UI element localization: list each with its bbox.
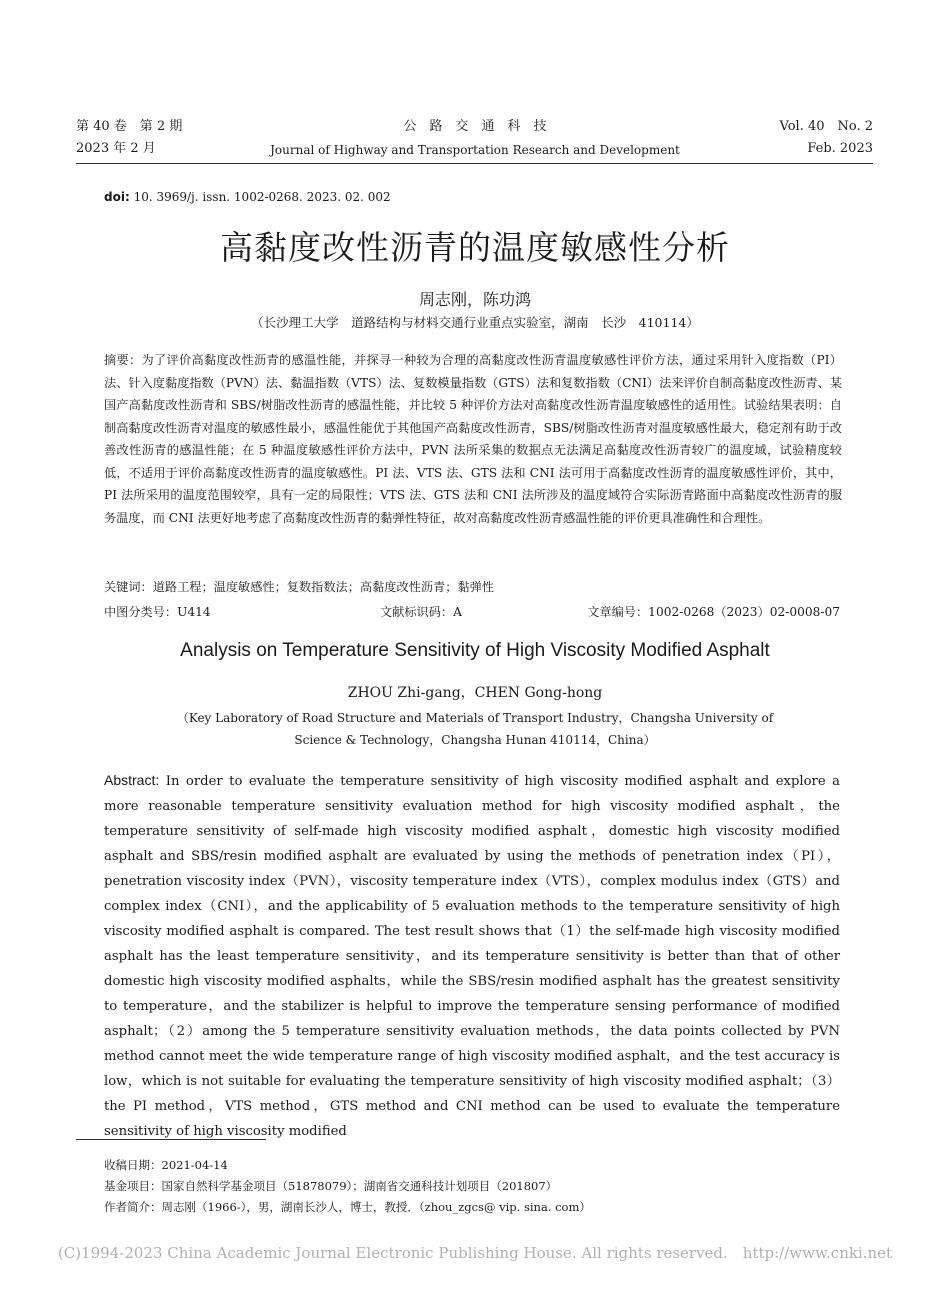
keywords-cn: 关键词：道路工程；温度敏感性；复数指数法；高黏度改性沥青；黏弹性 bbox=[104, 580, 494, 594]
header-journal-en: Journal of Highway and Transportation Research and Development bbox=[270, 143, 680, 157]
abstract-en-label: Abstract: bbox=[104, 772, 160, 788]
doi-value[interactable]: 10. 3969/j. issn. 1002-0268. 2023. 02. 002 bbox=[133, 190, 391, 204]
authors-en: ZHOU Zhi-gang，CHEN Gong-hong bbox=[347, 685, 603, 701]
page-title: 高黏度改性沥青的温度敏感性分析 bbox=[220, 228, 730, 267]
affiliation-en-line-1: （Key Laboratory of Road Structure and Materials of Transport Industry，Changsha University of bbox=[176, 711, 774, 725]
document-code: 文献标识码：A bbox=[380, 605, 462, 619]
abstract-cn-text: 摘要：为了评价高黏度改性沥青的感温性能，并探寻一种较为合理的高黏度改性沥青温度敏感性评价方法，通过采用针入度指数（PI）法、针入度黏度指数（PVN）法、黏温指数（VTS）法、复数模量指数（GTS）法和复数指数（CNI）法来评价自制高黏度改性沥青、某国产高黏度改性沥青和 SBS/树脂改性沥青的感温性能，并比较 5 种评价方法对高黏度改性沥青温度敏感性的适用性。试验结果表明：自制高黏度改性沥青对温度的敏感性最小，感温性能优于其他国产高黏度改性沥青，SBS/树脂改性沥青对温度敏感性最大，稳定剂有助于改善改性沥青的感温性能；在 5 种温度敏感性评价方法中，PVN 法所采集的数据点无法满足高黏度改性沥青较广的温度域，试验精度较低，不适用于评价高黏度改性沥青的温度敏感性。PI 法、VTS 法、GTS 法和 CNI 法可用于高黏度改性沥青的温度敏感性评价，其中，PI 法所采用的温度范围较窄，具有一定的局限性；VTS 法、GTS 法和 CNI 法所涉及的温度域符合实际沥青路面中高黏度改性沥青的服务温度，而 CNI 法更好地考虑了高黏度改性沥青的黏弹性特征，故对高黏度改性沥青感温性能的评价更具准确性和合理性。 bbox=[104, 353, 842, 525]
header-date-en: Feb. 2023 bbox=[807, 141, 873, 156]
affiliation-cn: （长沙理工大学 道路结构与材料交通行业重点实验室，湖南 长沙 410114） bbox=[251, 315, 699, 330]
abstract-en bbox=[104, 768, 840, 1144]
abstract-en-text: In order to evaluate the temperature sensitivity of high viscosity modified asphalt and explore a more reasonable temperature sensitivity evaluation method for high viscosity modified asphalt，the temperature sensitivity of self-made high viscosity modified asphalt，domestic high viscosity modified asphalt and SBS/resin modified asphalt are evaluated by using the methods of penetration index（PI），penetration viscosity index（PVN），viscosity temperature index（VTS），complex modulus index（GTS）and complex index（CNI），and the applicability of 5 evaluation methods to the temperature sensitivity of high viscosity modified asphalt is compared. The test result shows that（1）the self-made high viscosity modified asphalt has the least temperature sensitivity，and its temperature sensitivity is better than that of other domestic high viscosity modified asphalts，while the SBS/resin modified asphalt has the greatest sensitivity to temperature，and the stabilizer is helpful to improve the temperature sensing performance of modified asphalt；（2）among the 5 temperature sensitivity evaluation methods，the data points collected by PVN method cannot meet the wide temperature range of high viscosity modified asphalt，and the test accuracy is low，which is not suitable for evaluating the temperature sensitivity of high viscosity modified asphalt；（3）the PI method，VTS method，GTS method and CNI method can be used to evaluate the temperature sensitivity of high viscosity modified bbox=[104, 774, 840, 1139]
doi-line bbox=[104, 190, 391, 204]
authors-cn: 周志刚，陈功鸿 bbox=[418, 290, 531, 309]
header-volume-issue: 第 40 卷 第 2 期 bbox=[76, 119, 183, 134]
english-title: Analysis on Temperature Sensitivity of High Viscosity Modified Asphalt bbox=[180, 640, 770, 661]
doi-label: doi: bbox=[104, 190, 130, 204]
header-vol-no: Vol. 40 No. 2 bbox=[779, 119, 873, 134]
header-rule bbox=[76, 163, 873, 164]
affiliation-en-line-2: Science & Technology，Changsha Hunan 410114，China） bbox=[294, 733, 656, 747]
header-journal-cn: 公 路 交 通 科 技 bbox=[403, 119, 547, 134]
clc-number: 中图分类号：U414 bbox=[104, 605, 211, 619]
footnote-author: 作者简介：周志刚（1966-），男，湖南长沙人，博士，教授．（zhou_zgcs@ vip. sina. com） bbox=[104, 1200, 591, 1214]
footnote-fund: 基金项目：国家自然科学基金项目（51878079）；湖南省交通科技计划项目（201807） bbox=[104, 1179, 558, 1193]
header-date-cn: 2023 年 2 月 bbox=[76, 141, 156, 156]
affiliation-en bbox=[0, 707, 950, 751]
footnote-received: 收稿日期：2021-04-14 bbox=[104, 1158, 228, 1172]
copyright-notice: (C)1994-2023 China Academic Journal Electronic Publishing House. All rights reserved. http://www.cnki.net bbox=[57, 1244, 893, 1262]
article-number: 文章编号：1002-0268（2023）02-0008-07 bbox=[587, 605, 840, 619]
footnote-rule bbox=[76, 1139, 266, 1140]
abstract-cn bbox=[104, 349, 842, 529]
